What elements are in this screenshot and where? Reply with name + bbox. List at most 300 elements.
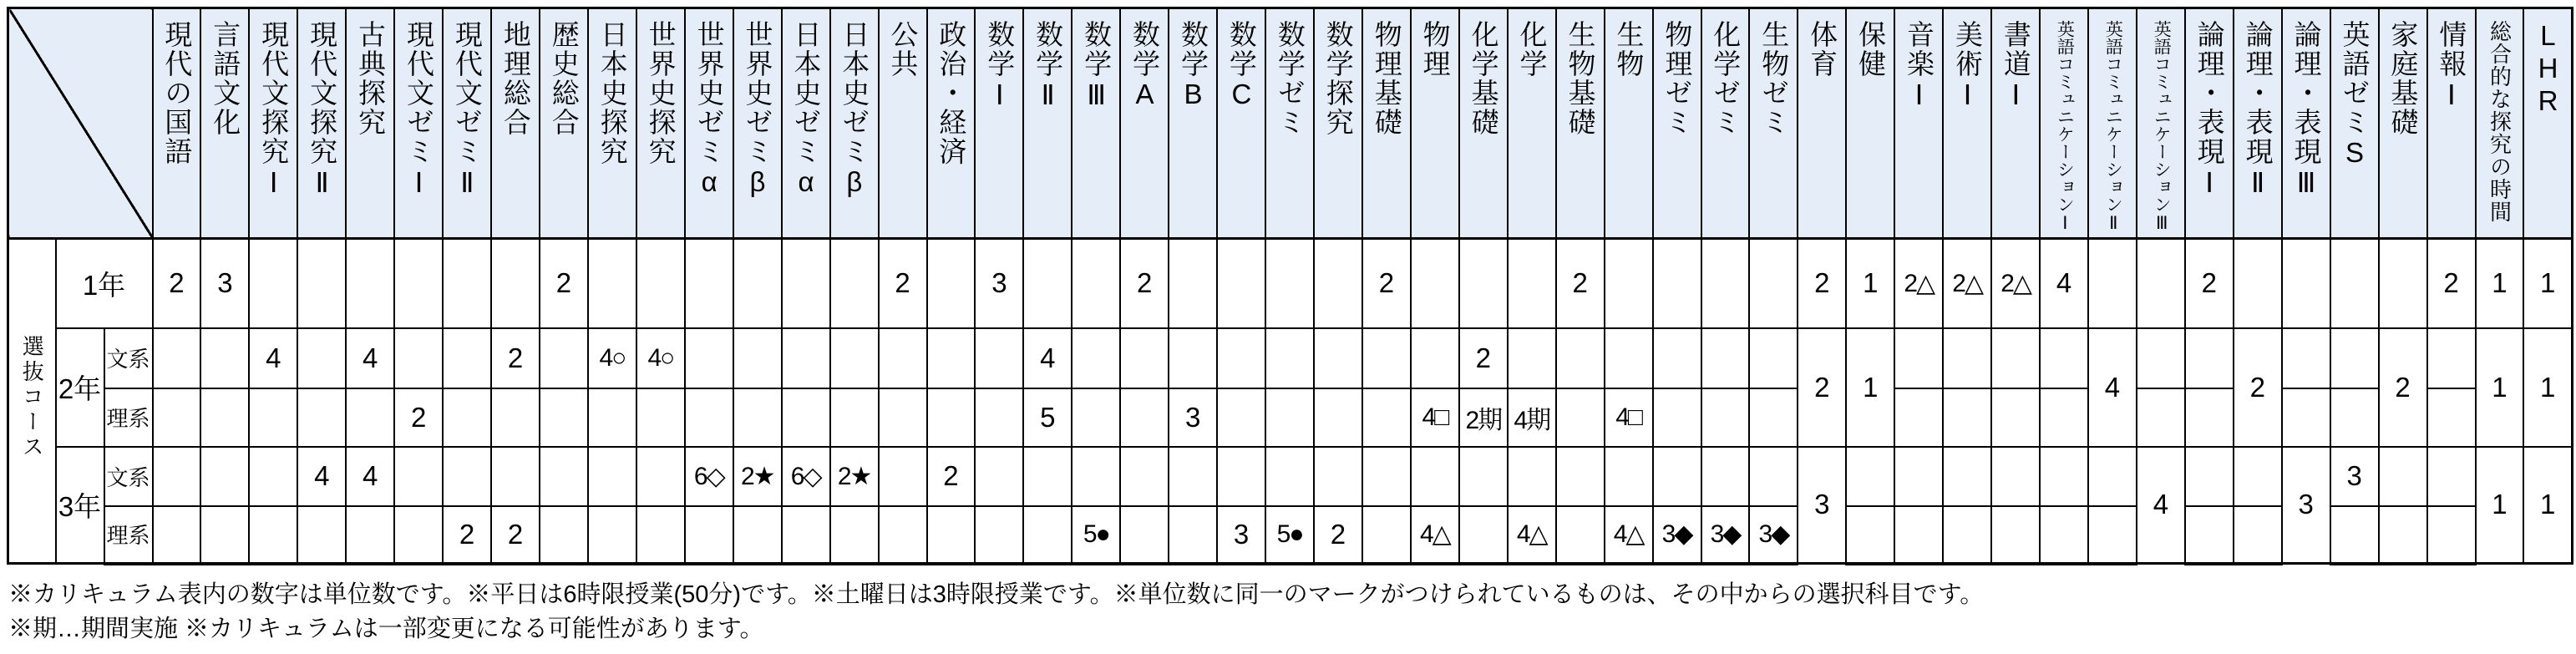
subject-column-header [1605, 8, 1653, 239]
unit-cell: 3 [200, 239, 249, 328]
unit-cell [2282, 239, 2330, 328]
stream-cell: 理系 [104, 388, 153, 447]
unit-cell [249, 447, 297, 506]
unit-cell [879, 506, 927, 564]
unit-cell [1653, 388, 1701, 447]
subject-column-header [2234, 8, 2282, 239]
subject-name: 言語文化 [210, 20, 241, 137]
stream-cell: 理系 [104, 506, 153, 564]
unit-cell [1411, 239, 1459, 328]
unit-cell [830, 506, 879, 564]
subject-column-header [1846, 8, 1894, 239]
unit-cell [2282, 388, 2330, 447]
unit-cell [1556, 506, 1605, 564]
unit-cell [2427, 388, 2476, 447]
unit-cell [540, 328, 588, 388]
data-row [8, 506, 2573, 564]
subject-name: 地理総合 [499, 20, 531, 137]
unit-cell [830, 239, 879, 328]
unit-cell [1749, 328, 1798, 388]
unit-cell: 4 [1023, 328, 1072, 388]
subject-name: 日本史ゼミβ [839, 20, 870, 199]
subject-column-header [153, 8, 201, 239]
subject-name: 保健 [1855, 20, 1887, 79]
subject-name: 世界史探究 [645, 20, 677, 166]
unit-cell: 2 [491, 328, 540, 388]
unit-cell: 2期 [1459, 388, 1508, 447]
unit-cell: 6◇ [782, 447, 830, 506]
subject-name: 英語コミュニケーションⅢ [2152, 20, 2172, 233]
unit-cell: 3 [1798, 447, 1846, 564]
subject-column-header [1556, 8, 1605, 239]
unit-cell [2137, 388, 2185, 447]
unit-cell: 2★ [830, 447, 879, 506]
unit-cell: 4○ [588, 328, 636, 388]
subject-column-header [1653, 8, 1701, 239]
subject-name: 政治・経済 [936, 20, 967, 166]
subject-column-header [1169, 8, 1217, 239]
unit-cell: 4□ [1411, 388, 1459, 447]
unit-cell: 2 [394, 388, 443, 447]
subject-name: 体育 [1807, 20, 1838, 79]
unit-cell [1459, 239, 1508, 328]
unit-cell: 5● [1265, 506, 1314, 564]
unit-cell [1217, 447, 1265, 506]
unit-cell: 1 [1846, 328, 1894, 447]
footnote-line-2: ※期…期間実施 ※カリキュラムは一部変更になる可能性があります。 [8, 616, 764, 642]
unit-cell [1411, 328, 1459, 388]
unit-cell [346, 239, 394, 328]
unit-cell [2234, 447, 2282, 506]
year-cell: 2年 [56, 328, 104, 447]
unit-cell [2379, 447, 2427, 506]
unit-cell: 4△ [1508, 506, 1556, 564]
unit-cell [1459, 506, 1508, 564]
unit-cell: 2 [1798, 328, 1846, 447]
unit-cell: 3 [975, 239, 1023, 328]
subject-name: 生物 [1613, 20, 1645, 79]
unit-cell: 2★ [733, 447, 782, 506]
subject-column-header [1508, 8, 1556, 239]
unit-cell [1605, 239, 1653, 328]
unit-cell [1894, 447, 1943, 506]
subject-name: 論理・表現Ⅱ [2242, 20, 2274, 200]
subject-column-header [1894, 8, 1943, 239]
subject-name: 情報Ⅰ [2436, 20, 2467, 113]
subject-column-header [2523, 8, 2572, 239]
unit-cell [1605, 328, 1653, 388]
unit-cell [491, 239, 540, 328]
unit-cell: 4 [2088, 328, 2137, 447]
subject-column-header [636, 8, 685, 239]
unit-cell [1991, 447, 2040, 506]
unit-cell: 2 [1556, 239, 1605, 328]
unit-cell: 1 [2476, 447, 2524, 564]
footnote-line-1: ※カリキュラム表内の数字は単位数です。※平日は6時限授業(50分)です。※土曜日は3時限授業です。※単位数に同一のマークがつけられているものは、その中からの選択科目です。 [8, 581, 1985, 608]
unit-cell [443, 388, 491, 447]
unit-cell [975, 328, 1023, 388]
unit-cell [249, 239, 297, 328]
data-row [8, 239, 2573, 328]
unit-cell [1749, 239, 1798, 328]
unit-cell: 2 [153, 239, 201, 328]
unit-cell: 3◆ [1749, 506, 1798, 564]
unit-cell [1943, 506, 1991, 564]
unit-cell [1169, 239, 1217, 328]
unit-cell [2330, 328, 2379, 388]
unit-cell: 1 [2476, 239, 2524, 328]
subject-name: 化学 [1516, 20, 1548, 79]
unit-cell [2379, 506, 2427, 564]
unit-cell [153, 506, 201, 564]
subject-column-header [2379, 8, 2427, 239]
unit-cell [2040, 388, 2088, 447]
unit-cell [1072, 447, 1120, 506]
subject-column-header [830, 8, 879, 239]
unit-cell: 1 [2523, 447, 2572, 564]
unit-cell [540, 447, 588, 506]
unit-cell [1169, 447, 1217, 506]
unit-cell: 3 [2330, 447, 2379, 506]
unit-cell: 2 [443, 506, 491, 564]
subject-name: 現代文探究Ⅱ [307, 20, 338, 200]
unit-cell: 2 [491, 506, 540, 564]
unit-cell [1508, 447, 1556, 506]
unit-cell [2137, 239, 2185, 328]
unit-cell [1556, 447, 1605, 506]
subject-name: 数学B [1177, 20, 1209, 111]
subject-name: 家庭基礎 [2387, 20, 2419, 137]
subject-name: 化学基礎 [1468, 20, 1499, 137]
subject-name: 数学Ⅱ [1032, 20, 1064, 113]
curriculum-table [7, 7, 2573, 565]
subject-column-header [200, 8, 249, 239]
unit-cell [1217, 388, 1265, 447]
unit-cell [1072, 239, 1120, 328]
data-row [8, 328, 2573, 388]
unit-cell [685, 388, 733, 447]
unit-cell [1508, 328, 1556, 388]
subject-name: 数学A [1129, 20, 1161, 111]
subject-column-header [927, 8, 976, 239]
unit-cell: 1 [1846, 239, 1894, 328]
unit-cell [685, 506, 733, 564]
subject-column-header [733, 8, 782, 239]
subject-column-header [346, 8, 394, 239]
unit-cell [153, 328, 201, 388]
unit-cell [2427, 447, 2476, 506]
unit-cell [1943, 388, 1991, 447]
subject-column-header [782, 8, 830, 239]
unit-cell [588, 506, 636, 564]
unit-cell [782, 328, 830, 388]
unit-cell [2282, 328, 2330, 388]
subject-column-header [2185, 8, 2234, 239]
unit-cell [1459, 447, 1508, 506]
subject-column-header [443, 8, 491, 239]
unit-cell [1023, 239, 1072, 328]
subject-name: 物理基礎 [1371, 20, 1402, 137]
unit-cell [879, 388, 927, 447]
subject-column-header [1991, 8, 2040, 239]
unit-cell [588, 388, 636, 447]
subject-name: 歴史総合 [548, 20, 580, 137]
subject-column-header [975, 8, 1023, 239]
unit-cell [1991, 388, 2040, 447]
unit-cell [733, 388, 782, 447]
unit-cell: 2 [1459, 328, 1508, 388]
subject-name: 英語コミュニケーションⅠ [2055, 20, 2075, 233]
unit-cell [1605, 447, 1653, 506]
header-row [8, 8, 2573, 239]
unit-cell [1556, 388, 1605, 447]
subject-name: 書道Ⅰ [2000, 20, 2031, 113]
unit-cell [975, 388, 1023, 447]
unit-cell [1846, 506, 1894, 564]
unit-cell [2040, 506, 2088, 564]
subject-name: 数学ゼミ [1274, 20, 1306, 137]
unit-cell [394, 239, 443, 328]
subject-name: 化学ゼミ [1710, 20, 1742, 137]
unit-cell [588, 447, 636, 506]
unit-cell [153, 447, 201, 506]
unit-cell [1314, 328, 1362, 388]
unit-cell [297, 506, 346, 564]
unit-cell [1991, 506, 2040, 564]
unit-cell [153, 388, 201, 447]
unit-cell [1749, 388, 1798, 447]
unit-cell [491, 388, 540, 447]
unit-cell [927, 506, 976, 564]
unit-cell [1120, 506, 1169, 564]
unit-cell [879, 328, 927, 388]
unit-cell [636, 388, 685, 447]
unit-cell [2185, 388, 2234, 447]
subject-name: 日本史探究 [596, 20, 628, 166]
subject-column-header [394, 8, 443, 239]
unit-cell: 1 [2523, 239, 2572, 328]
stream-cell: 文系 [104, 447, 153, 506]
course-group-label: 選抜コース [19, 335, 45, 460]
unit-cell: 2△ [1991, 239, 2040, 328]
unit-cell: 4△ [1605, 506, 1653, 564]
unit-cell [1943, 447, 1991, 506]
unit-cell [1701, 328, 1750, 388]
subject-name: 総合的な探究の時間 [2487, 20, 2513, 223]
unit-cell [588, 239, 636, 328]
unit-cell: 5 [1023, 388, 1072, 447]
unit-cell [1362, 388, 1411, 447]
unit-cell [1265, 388, 1314, 447]
unit-cell: 2 [2427, 239, 2476, 328]
unit-cell [1556, 328, 1605, 388]
subject-column-header [1749, 8, 1798, 239]
unit-cell: 3◆ [1701, 506, 1750, 564]
subject-column-header [2282, 8, 2330, 239]
subject-column-header [1459, 8, 1508, 239]
unit-cell [2040, 328, 2088, 388]
unit-cell: 4 [297, 447, 346, 506]
subject-column-header [1120, 8, 1169, 239]
unit-cell [2088, 506, 2137, 564]
unit-cell: 2 [540, 239, 588, 328]
stream-cell: 文系 [104, 328, 153, 388]
unit-cell: 4△ [1411, 506, 1459, 564]
unit-cell: 2 [1362, 239, 1411, 328]
unit-cell [1169, 328, 1217, 388]
unit-cell [927, 239, 976, 328]
unit-cell [200, 506, 249, 564]
data-row [8, 388, 2573, 447]
unit-cell [1508, 239, 1556, 328]
unit-cell [782, 506, 830, 564]
unit-cell [636, 239, 685, 328]
unit-cell [1217, 239, 1265, 328]
footnotes [8, 578, 1984, 646]
subject-name: 古典探究 [355, 20, 387, 137]
subject-name: 世界史ゼミβ [742, 20, 773, 199]
unit-cell [2330, 506, 2379, 564]
unit-cell [1411, 447, 1459, 506]
unit-cell [443, 447, 491, 506]
subject-column-header [297, 8, 346, 239]
unit-cell [200, 447, 249, 506]
course-group-cell [8, 239, 56, 564]
subject-column-header [2476, 8, 2524, 239]
subject-name: 物理ゼミ [1661, 20, 1693, 137]
unit-cell [2330, 388, 2379, 447]
unit-cell [1894, 328, 1943, 388]
subject-column-header [588, 8, 636, 239]
unit-cell [1362, 447, 1411, 506]
unit-cell [540, 506, 588, 564]
subject-name: 論理・表現Ⅲ [2290, 20, 2322, 200]
unit-cell [540, 388, 588, 447]
unit-cell [394, 506, 443, 564]
unit-cell [927, 388, 976, 447]
unit-cell [2185, 447, 2234, 506]
subject-name: 数学Ⅲ [1081, 20, 1113, 113]
unit-cell [1023, 447, 1072, 506]
subject-name: 論理・表現Ⅰ [2193, 20, 2225, 200]
unit-cell [443, 239, 491, 328]
unit-cell [1894, 388, 1943, 447]
unit-cell [1701, 447, 1750, 506]
unit-cell [2137, 328, 2185, 388]
unit-cell [1653, 447, 1701, 506]
unit-cell [1846, 447, 1894, 506]
unit-cell [830, 328, 879, 388]
unit-cell [1943, 328, 1991, 388]
unit-cell: 2 [927, 447, 976, 506]
unit-cell [879, 447, 927, 506]
unit-cell: 3 [2282, 447, 2330, 564]
unit-cell [297, 388, 346, 447]
unit-cell [200, 328, 249, 388]
unit-cell [491, 447, 540, 506]
subject-column-header [2427, 8, 2476, 239]
unit-cell [2040, 447, 2088, 506]
subject-name: 英語ゼミS [2339, 20, 2371, 170]
unit-cell [927, 328, 976, 388]
unit-cell [1265, 447, 1314, 506]
subject-column-header [2088, 8, 2137, 239]
subject-column-header [1411, 8, 1459, 239]
unit-cell [2088, 239, 2137, 328]
unit-cell: 3 [1169, 388, 1217, 447]
unit-cell [1023, 506, 1072, 564]
subject-column-header [491, 8, 540, 239]
subject-column-header [685, 8, 733, 239]
unit-cell: 2 [1120, 239, 1169, 328]
unit-cell: 2△ [1894, 239, 1943, 328]
subject-name: 数学探究 [1322, 20, 1354, 137]
unit-cell [1120, 388, 1169, 447]
unit-cell: 4 [2137, 447, 2185, 564]
year-cell: 3年 [56, 447, 104, 564]
unit-cell: 1 [2476, 328, 2524, 447]
subject-column-header [249, 8, 297, 239]
unit-cell: 2 [2185, 239, 2234, 328]
unit-cell [2427, 328, 2476, 388]
subject-column-header [1072, 8, 1120, 239]
unit-cell [1120, 328, 1169, 388]
subject-column-header [879, 8, 927, 239]
subject-column-header [1701, 8, 1750, 239]
unit-cell [1653, 239, 1701, 328]
unit-cell [636, 447, 685, 506]
data-row [8, 447, 2573, 506]
subject-column-header [2137, 8, 2185, 239]
unit-cell [733, 328, 782, 388]
subject-name: 数学Ⅰ [984, 20, 1016, 113]
unit-cell: 2 [1314, 506, 1362, 564]
unit-cell: 4○ [636, 328, 685, 388]
unit-cell [2330, 239, 2379, 328]
subject-name: 英語コミュニケーションⅡ [2103, 20, 2123, 233]
unit-cell: 6◇ [685, 447, 733, 506]
subject-column-header [1943, 8, 1991, 239]
unit-cell [1314, 388, 1362, 447]
subject-column-header [540, 8, 588, 239]
subject-name: 現代文探究Ⅰ [258, 20, 290, 200]
unit-cell [200, 388, 249, 447]
subject-name: 公共 [887, 20, 919, 79]
unit-cell [975, 447, 1023, 506]
year-cell: 1年 [56, 239, 153, 328]
unit-cell [685, 328, 733, 388]
unit-cell [346, 388, 394, 447]
unit-cell [346, 506, 394, 564]
unit-cell [2185, 328, 2234, 388]
unit-cell: 2 [1798, 239, 1846, 328]
subject-name: 音楽Ⅰ [1904, 20, 1935, 113]
unit-cell [1653, 328, 1701, 388]
unit-cell [830, 388, 879, 447]
unit-cell [1749, 447, 1798, 506]
subject-column-header [1217, 8, 1265, 239]
subject-name: 生物ゼミ [1758, 20, 1790, 137]
unit-cell: 4 [346, 328, 394, 388]
unit-cell [1701, 239, 1750, 328]
subject-column-header [2330, 8, 2379, 239]
unit-cell [249, 506, 297, 564]
unit-cell: 4 [2040, 239, 2088, 328]
unit-cell [1265, 239, 1314, 328]
unit-cell [2088, 447, 2137, 506]
subject-column-header [1023, 8, 1072, 239]
subject-column-header [1798, 8, 1846, 239]
